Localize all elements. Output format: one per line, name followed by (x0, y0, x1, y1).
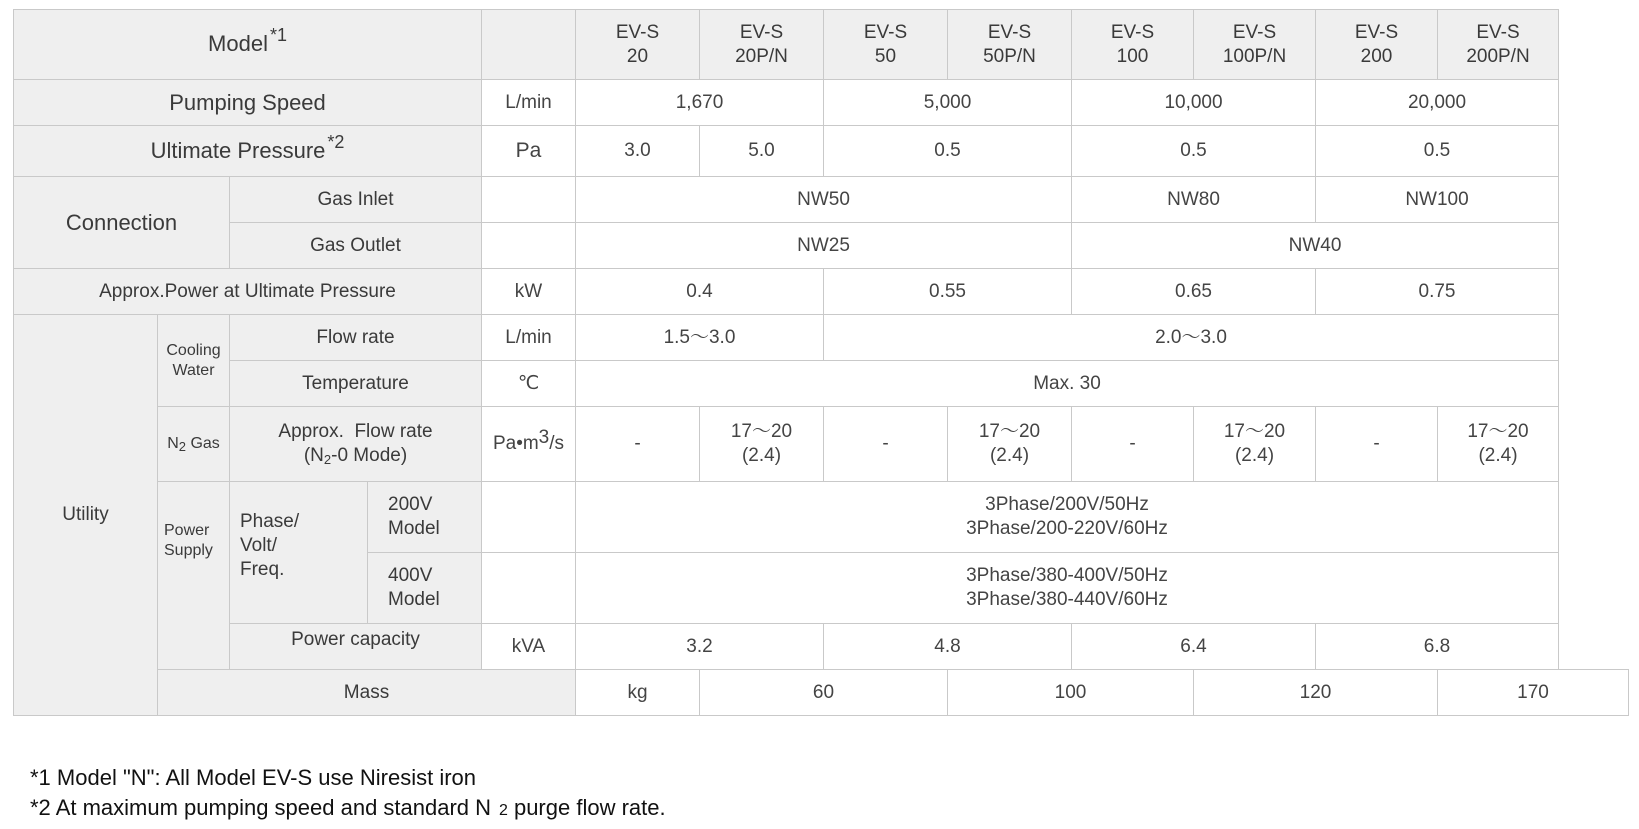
model-column-header: EV-S 50P/N (948, 10, 1072, 80)
pumping-speed-value: 5,000 (824, 80, 1072, 126)
approx-power-row (14, 269, 1629, 315)
pumping-speed-unit: L/min (482, 80, 576, 126)
n2-flow-value: 17～20 (2.4) (948, 407, 1072, 482)
cooling-flow-row (14, 315, 1629, 361)
pumping-speed-row (14, 80, 1629, 126)
n2-flow-value: - (1072, 407, 1194, 482)
model-column-header: EV-S 200 (1316, 10, 1438, 80)
power-capacity-unit: kVA (482, 624, 576, 670)
n2-gas-row (14, 407, 1629, 482)
model-column-header: EV-S 50 (824, 10, 948, 80)
pumping-speed-value: 1,670 (576, 80, 824, 126)
n2-flow-value: 17～20 (2.4) (1194, 407, 1316, 482)
footnotes (30, 763, 666, 826)
mass-label: Mass (158, 670, 576, 716)
cooling-water-label: Cooling Water (158, 315, 230, 407)
model-column-header: EV-S 20 (576, 10, 700, 80)
power-capacity-value: 6.8 (1316, 624, 1559, 670)
model-label: Model (208, 31, 268, 56)
cooling-temperature-unit: ℃ (482, 361, 576, 407)
model-header-cell (14, 10, 482, 80)
approx-power-value: 0.75 (1316, 269, 1559, 315)
cooling-flow-value: 2.0～3.0 (824, 315, 1559, 361)
ultimate-pressure-value: 0.5 (1072, 126, 1316, 177)
mass-value: 100 (948, 670, 1194, 716)
model-column-header: EV-S 20P/N (700, 10, 824, 80)
n2-flow-label: Approx. Flow rate (N2-0 Mode) (230, 407, 482, 482)
ultimate-pressure-footnote-mark: *2 (327, 131, 345, 152)
connection-label: Connection (14, 177, 230, 269)
n2-flow-unit: Pa•m3/s (482, 407, 576, 482)
power-capacity-row (14, 624, 1629, 670)
power-200v-row (14, 482, 1629, 553)
gas-inlet-unit (482, 177, 576, 223)
n2-gas-label: N2 Gas (158, 407, 230, 482)
model-column-header: EV-S 100P/N (1194, 10, 1316, 80)
footnote-2: *2 At maximum pumping speed and standard N 2 purge flow rate. (30, 795, 666, 820)
model-column-header: EV-S 200P/N (1438, 10, 1559, 80)
cooling-temperature-label: Temperature (230, 361, 482, 407)
cooling-temperature-value: Max. 30 (576, 361, 1559, 407)
mass-value: 170 (1438, 670, 1629, 716)
utility-label: Utility (14, 315, 158, 716)
n2-flow-value: - (1316, 407, 1438, 482)
header-row (14, 10, 1629, 80)
n2-flow-value: - (576, 407, 700, 482)
mass-unit: kg (576, 670, 700, 716)
pumping-speed-value: 20,000 (1316, 80, 1559, 126)
ultimate-pressure-row (14, 126, 1629, 177)
power-400v-value: 3Phase/380-400V/50Hz 3Phase/380-440V/60Hz (576, 553, 1559, 624)
model-column-header: EV-S 100 (1072, 10, 1194, 80)
power-capacity-value: 4.8 (824, 624, 1072, 670)
n2-flow-value: 17～20 (2.4) (700, 407, 824, 482)
power-200v-value: 3Phase/200V/50Hz 3Phase/200-220V/60Hz (576, 482, 1559, 553)
approx-power-label: Approx.Power at Ultimate Pressure (14, 269, 482, 315)
pumping-speed-label: Pumping Speed (14, 80, 482, 126)
cooling-flow-label: Flow rate (230, 315, 482, 361)
mass-row (14, 670, 1629, 716)
power-capacity-label: Power capacity (230, 624, 482, 670)
gas-inlet-label: Gas Inlet (230, 177, 482, 223)
cooling-flow-unit: L/min (482, 315, 576, 361)
footnote-1: *1 Model "N": All Model EV-S use Niresist iron (30, 765, 477, 790)
pumping-speed-value: 10,000 (1072, 80, 1316, 126)
power-400v-unit (482, 553, 576, 624)
phase-volt-freq-label: Phase/ Volt/ Freq. (230, 482, 368, 624)
model-footnote-mark: *1 (269, 25, 287, 45)
spec-table (13, 9, 1629, 716)
power-supply-label: Power Supply (158, 482, 230, 670)
power-capacity-value: 3.2 (576, 624, 824, 670)
power-capacity-value: 6.4 (1072, 624, 1316, 670)
ultimate-pressure-label: Ultimate Pressure (150, 137, 326, 163)
n2-flow-value: 17～20 (2.4) (1438, 407, 1559, 482)
cooling-flow-value: 1.5～3.0 (576, 315, 824, 361)
ultimate-pressure-value: 0.5 (824, 126, 1072, 177)
ultimate-pressure-value: 5.0 (700, 126, 824, 177)
mass-value: 120 (1194, 670, 1438, 716)
gas-outlet-row (14, 223, 1629, 269)
approx-power-value: 0.4 (576, 269, 824, 315)
gas-outlet-value: NW25 (576, 223, 1072, 269)
cooling-temperature-row (14, 361, 1629, 407)
gas-outlet-label: Gas Outlet (230, 223, 482, 269)
gas-inlet-value: NW50 (576, 177, 1072, 223)
ultimate-pressure-value: 0.5 (1316, 126, 1559, 177)
approx-power-value: 0.55 (824, 269, 1072, 315)
200v-model-label: 200V Model (368, 482, 482, 553)
ultimate-pressure-value: 3.0 (576, 126, 700, 177)
gas-inlet-row (14, 177, 1629, 223)
gas-inlet-value: NW100 (1316, 177, 1559, 223)
mass-value: 60 (700, 670, 948, 716)
ultimate-pressure-header-cell (14, 126, 482, 177)
gas-outlet-unit (482, 223, 576, 269)
ultimate-pressure-unit: Pa (482, 126, 576, 177)
n2-flow-value: - (824, 407, 948, 482)
gas-outlet-value: NW40 (1072, 223, 1559, 269)
gas-inlet-value: NW80 (1072, 177, 1316, 223)
unit-header-cell (482, 10, 576, 80)
approx-power-unit: kW (482, 269, 576, 315)
power-200v-unit (482, 482, 576, 553)
400v-model-label: 400V Model (368, 553, 482, 624)
approx-power-value: 0.65 (1072, 269, 1316, 315)
